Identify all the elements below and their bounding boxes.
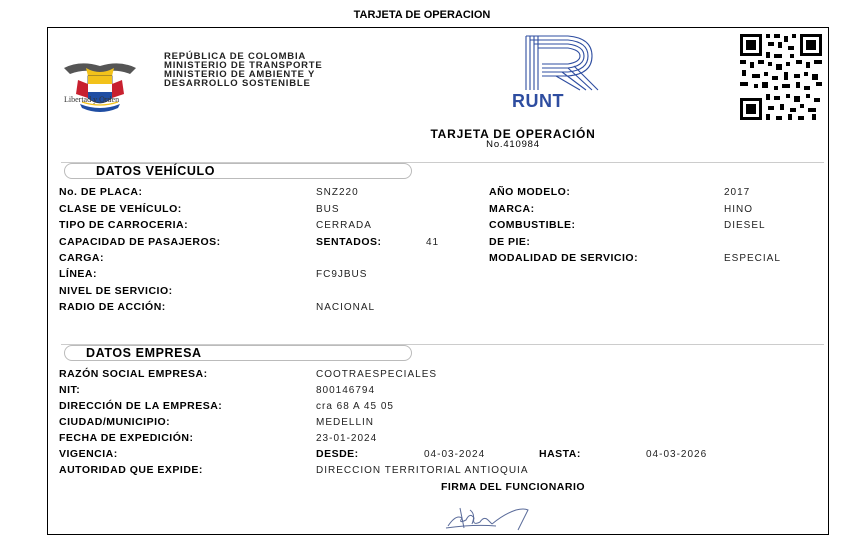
- desde-value: 04-03-2024: [424, 449, 486, 460]
- sentados-label: SENTADOS:: [316, 236, 382, 248]
- capacidad-label: CAPACIDAD DE PASAJEROS:: [59, 236, 221, 248]
- signature-label: FIRMA DEL FUNCIONARIO: [440, 481, 586, 493]
- vigencia-label: VIGENCIA:: [59, 448, 118, 460]
- nit-label: NIT:: [59, 384, 81, 396]
- fecha-label: FECHA DE EXPEDICIÓN:: [59, 432, 194, 444]
- modalidad-label: MODALIDAD DE SERVICIO:: [489, 252, 639, 264]
- anio-label: AÑO MODELO:: [489, 186, 571, 198]
- signature-icon: [444, 504, 536, 532]
- gov-line: MINISTERIO DE AMBIENTE Y: [164, 69, 316, 80]
- card-title: TARJETA DE OPERACIÓN: [430, 127, 596, 141]
- autoridad-label: AUTORIDAD QUE EXPIDE:: [59, 464, 203, 476]
- placa-value: SNZ220: [316, 187, 359, 198]
- linea-label: LÍNEA:: [59, 268, 97, 280]
- nivel-label: NIVEL DE SERVICIO:: [59, 285, 173, 297]
- ciudad-label: CIUDAD/MUNICIPIO:: [59, 416, 171, 428]
- razon-value: COOTRAESPECIALES: [316, 369, 438, 380]
- nit-value: 800146794: [316, 385, 376, 396]
- combustible-label: COMBUSTIBLE:: [489, 219, 576, 231]
- carroceria-label: TIPO DE CARROCERIA:: [59, 219, 189, 231]
- hasta-label: HASTA:: [539, 448, 581, 460]
- marca-value: HINO: [724, 204, 753, 215]
- operation-card: [47, 27, 829, 535]
- placa-label: No. DE PLACA:: [59, 186, 143, 198]
- desde-label: DESDE:: [316, 448, 359, 460]
- modalidad-value: ESPECIAL: [724, 253, 781, 264]
- depie-label: DE PIE:: [489, 236, 531, 248]
- colombia-coat-of-arms-icon: [60, 46, 140, 124]
- qr-code-icon: [738, 32, 824, 122]
- direccion-value: cra 68 A 45 05: [316, 401, 394, 412]
- razon-label: RAZÓN SOCIAL EMPRESA:: [59, 368, 208, 380]
- autoridad-value: DIRECCION TERRITORIAL ANTIOQUIA: [316, 465, 529, 476]
- card-number: No.410984: [486, 139, 540, 150]
- marca-label: MARCA:: [489, 203, 535, 215]
- government-entity-block: [164, 52, 323, 88]
- gov-line: REPÚBLICA DE COLOMBIA: [164, 51, 307, 62]
- linea-value: FC9JBUS: [316, 269, 368, 280]
- sentados-value: 41: [426, 237, 440, 248]
- clase-value: BUS: [316, 204, 340, 215]
- fecha-value: 23-01-2024: [316, 433, 378, 444]
- carroceria-value: CERRADA: [316, 220, 372, 231]
- radio-label: RADIO DE ACCIÓN:: [59, 301, 166, 313]
- company-section-title: DATOS EMPRESA: [86, 346, 202, 360]
- clase-label: CLASE DE VEHÍCULO:: [59, 203, 182, 215]
- radio-value: NACIONAL: [316, 302, 376, 313]
- gov-line: MINISTERIO DE TRANSPORTE: [164, 60, 323, 71]
- direccion-label: DIRECCIÓN DE LA EMPRESA:: [59, 400, 223, 412]
- vehicle-section-title: DATOS VEHÍCULO: [96, 164, 216, 178]
- gov-line: DESARROLLO SOSTENIBLE: [164, 78, 311, 89]
- carga-label: CARGA:: [59, 252, 104, 264]
- runt-logo-text: RUNT: [512, 91, 564, 111]
- motto: Libertad y Orden: [64, 95, 120, 104]
- hasta-value: 04-03-2026: [646, 449, 708, 460]
- ciudad-value: MEDELLIN: [316, 417, 375, 428]
- combustible-value: DIESEL: [724, 220, 766, 231]
- page-title: TARJETA DE OPERACION: [353, 9, 491, 21]
- anio-value: 2017: [724, 187, 751, 198]
